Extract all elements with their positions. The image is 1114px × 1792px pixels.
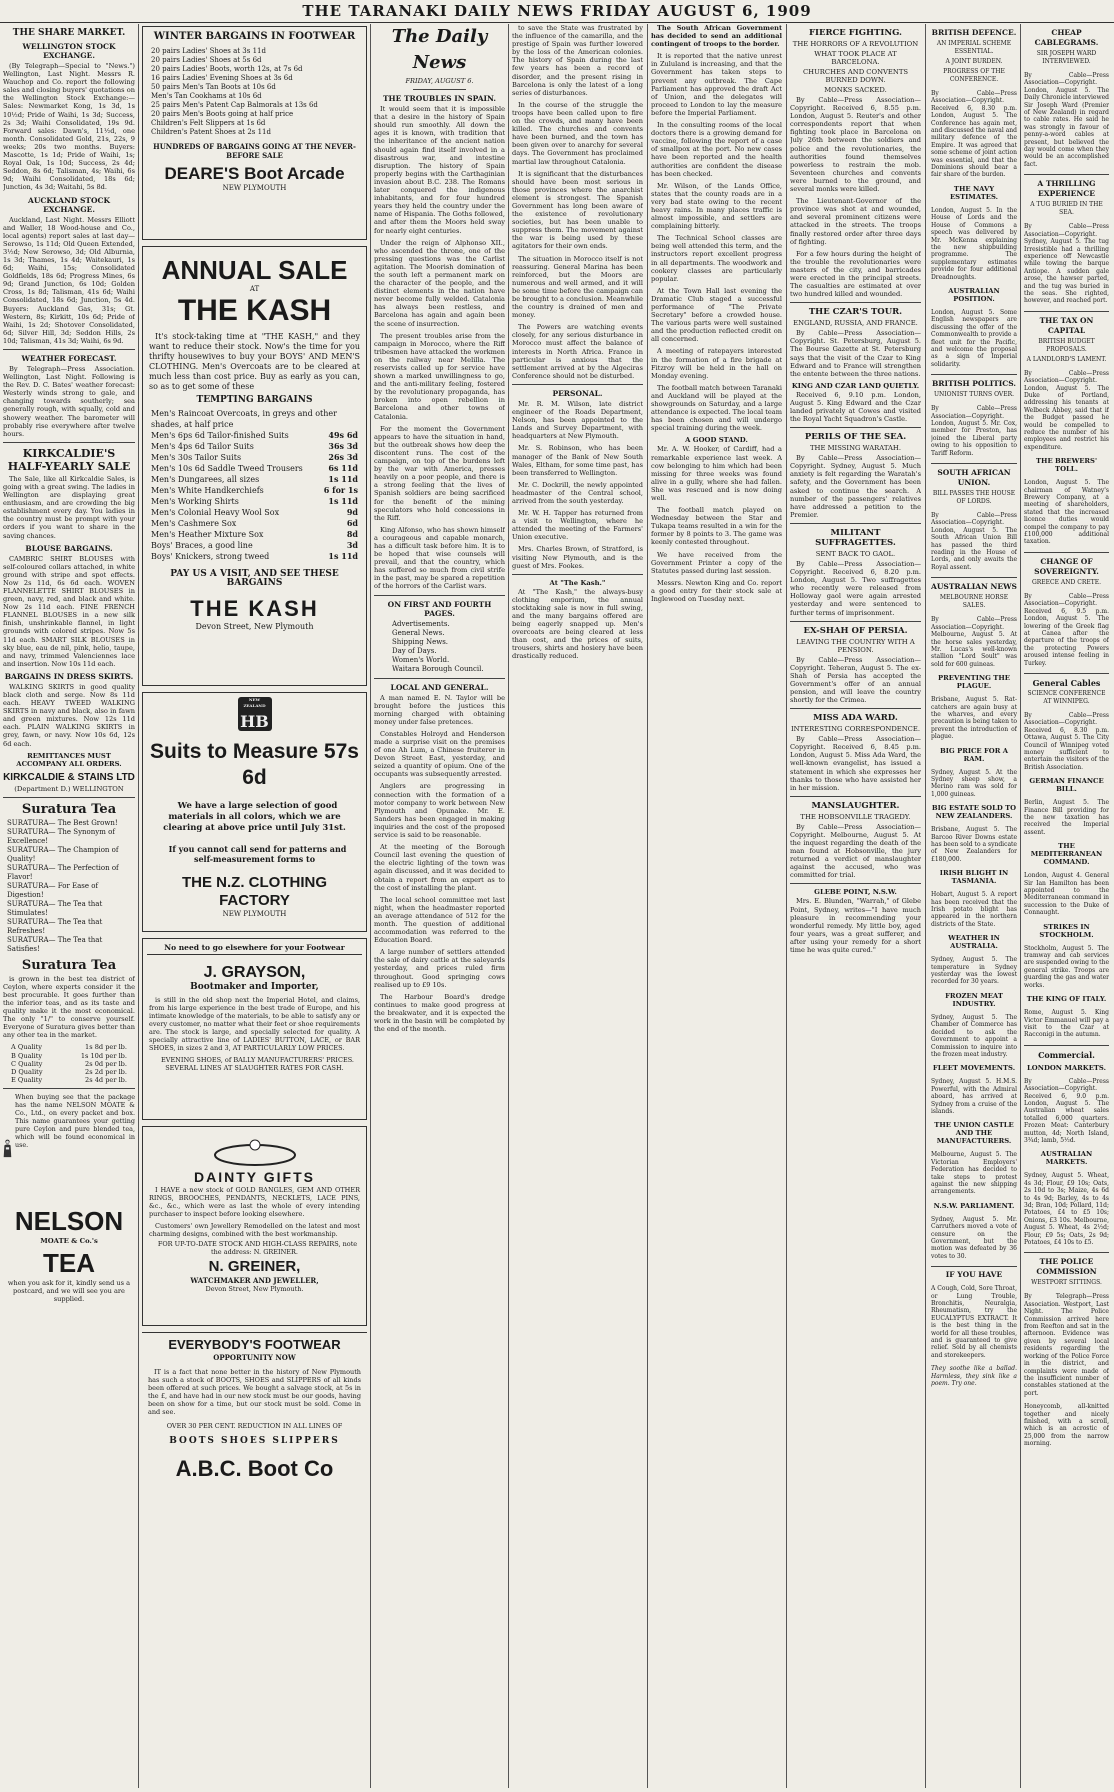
british-politics-text: By Cable—Press Association—Copyright. London, August 5. Mr. Cox, member for Preston, has joined the Liberal party owing to his opposition to Tariff Reform.: [931, 405, 1017, 457]
editorial-paragraph: It would seem that it is impossible that a desire in the history of Spain should run smoothly. All down the ages it is known, with tradition that the inheritance of the ancient nation should again find itself involved in a disastrous war, and intestine disruption. The history of Spain properly begins with the Carthaginian invasion about B.C. 238. The Romans later conquered the indigenous inhabitants, and for four hundred years they held the country under the name of Hispania. The Goths followed, and after them the Moors held sway for nearly eight centuries.: [374, 105, 505, 235]
spain-paragraph: In the course of the struggle the troops have been called upon to fire on the crowds, and many have been killed. The churches and convents have been burned, and the town has been given over to anarchy for several days. The Government has proclaimed martial law throughout Catalonia.: [512, 100, 643, 166]
spain-paragraph: The Powers are watching events closely, for any serious disturbance in Morocco must affect the balance of interests in North Africa. France in particular is anxious that the settlement arrived at by the Algeciras Conference should not be disturbed.: [512, 323, 643, 380]
remittance-note: REMITTANCES MUST ACCOMPANY ALL ORDERS.: [16, 751, 122, 768]
winter-bargains-ad: [142, 26, 367, 240]
plague-heading: PREVENTING THE PLAGUE.: [938, 674, 1010, 691]
ram-text: Sydney, August 5. At the Sydney sheep show, a Merino ram was sold for 1,000 guineas.: [931, 768, 1017, 798]
winter-bargains-heading: WINTER BARGAINS IN FOOTWEAR: [153, 31, 356, 42]
grayson-name: J. GRAYSON,: [203, 964, 306, 981]
advert-footer: They soothe like a ballad. Harmless, they sink like a poem. Try one.: [931, 1365, 1017, 1388]
news-paragraph: A meeting of ratepayers interested in the formation of a fire brigade at Fitzroy will be held in the hall on Monday evening.: [651, 347, 782, 380]
kash-item-row: Men's 4ps 6d Tailor Suits 36s 3d: [151, 441, 358, 451]
fleet-text: Sydney, August 5. H.M.S. Powerful, with the Admiral aboard, has arrived at Sydney from a cruise of the islands.: [931, 1078, 1017, 1115]
thrilling-text: By Cable—Press Association—Copyright. Sydney, August 5. The tug Irresistible had a thrilling experience off Newcastle while towing the barque Antiope. A sudden gale arose, the hawser parted, and the tug was buried in the seas. She righted, however, and reached port.: [1024, 223, 1109, 305]
everybody-heading: EVERYBODY'S FOOTWEAR: [168, 1337, 341, 1352]
british-defence-text: By Cable—Press Association—Copyright. Received 6, 8.30 p.m. London, August 5. The Conference has again met, and discussed the naval and military defence of the Empire. It was agreed that some scheme of joint action was essential, and that the Dominions should bear a fair share of the burden.: [931, 90, 1017, 179]
kash-item-row: Men's 30s Tailor Suits 26s 3d: [151, 452, 358, 462]
fleet-heading: FLEET MOVEMENTS.: [932, 1064, 1016, 1073]
nelson-tea: TEA: [43, 1247, 95, 1278]
nelson-tea-ad: [3, 1093, 135, 1203]
subheading: MELBOURNE HORSE SALES.: [939, 594, 1009, 610]
kirkcaldie-heading: KIRKCALDIE'S HALF-YEARLY SALE: [7, 446, 131, 473]
price-row: B Quality 1s 10d per lb.: [11, 1051, 127, 1060]
nelson-tea-text: When buying see that the package has the name NELSON MOATE & Co., Ltd., on every packet and box. This name guarantees your getting pure Ceylon and pure blended tea, which will be found economical in use.: [14, 1092, 135, 1150]
dainty-gifts-repair: FOR UP-TO-DATE STOCK AND HIGH-CLASS REPAIRS, note the address: N. GREINER.: [157, 1240, 358, 1256]
subheading: GREECE AND CRETE.: [1031, 578, 1102, 586]
general-cables-heading: General Cables: [1032, 677, 1101, 688]
column-1: [3, 24, 135, 1788]
subheading: ENGLAND, RUSSIA, AND FRANCE.: [793, 319, 918, 328]
suratura-heading: Suratura Tea: [21, 801, 117, 817]
woman-illustration-icon: [3, 1093, 12, 1203]
german-finance-heading: GERMAN FINANCE BILL.: [1029, 777, 1104, 794]
subheading: CHURCHES AND CONVENTS BURNED DOWN.: [802, 68, 909, 84]
wellington-exchange-text: (By Telegraph—Special to "News.") Wellington, Last Night. Messrs R. Wauchop and Co. report the following sales and closing buyers' quotations on the Wellington Stock Exchange:—Sales: Newmarket Kong, 1s 3d, 1s 10½d; Pride of Waihi, 1s 3d; Success, 2s 3d; Waihi Consolidated, 19s 9d. Forward sales: Dawn's, 11½d, one month. Consolidated Gold, 21s, 22s, 9 weeks; 20s two months. Buyers: Mascotte, 1s 1d; Pride of Waihi, 1s; Royal Oak, 1s 10d; Success, 2s 4d; Seddon, 8s 6d; Talisman, 4s; Waihi, 6s 9d; Waihi Consolidated, 18s 6d; Junction, 4s 3d; Waitahi, 5s 8d.: [3, 62, 135, 192]
nsw-parliament-heading: N.S.W. PARLIAMENT.: [933, 1201, 1015, 1210]
news-paragraph: Mr. Wilson, of the Lands Office, states that the county roads are in a very bad state owing to the recent heavy rains. In many places traffic is almost impossible, and settlers are complaining bitterly.: [651, 181, 782, 231]
price-row: E Quality 2s 4d per lb.: [11, 1075, 127, 1084]
sovereignty-text: By Cable—Press Association—Copyright. Received 6, 9.5 p.m. London, August 5. The lowering of the Greek flag at Canea after the departure of the troops of the protecting Powers aroused intense feeling in Turkey.: [1024, 592, 1109, 667]
kash-visit: PAY US A VISIT, AND SEE THESE BARGAINS: [170, 569, 339, 588]
editorial-heading: THE TROUBLES IN SPAIN.: [382, 94, 497, 104]
list-item: 50 pairs Men's Tan Boots at 10s 6d: [151, 83, 276, 91]
list-item: 16 pairs Ladies' Evening Shoes at 3s 6d: [151, 74, 293, 82]
grayson-text: is still in the old shop next the Imperial Hotel, and claims, from his large experience in the best trade of Europe, and his intimate knowledge of the materials, to be able to satisfy any or every customer, no matter what their feet or shoe requirements are. The stock is large, and specially selected for quality. A specially attractive line of LADIES' BUTTON, LACE, or BAR SHOES, in sizes 2 and 3, AT PARTICULARLY LOW PRICES.: [149, 996, 360, 1052]
greiner-address: Devon Street, New Plymouth.: [205, 1285, 304, 1293]
suits-ad: [142, 692, 367, 932]
dainty-gifts-heading: DAINTY GIFTS: [194, 1169, 315, 1185]
news-paragraph: The football match between Taranaki and Auckland will be played at the showgrounds on Saturday, and a large attendance is expected. The local team has been chosen and will undergo special training during the week.: [651, 383, 782, 433]
everybody-lines: BOOTS SHOES SLIPPERS: [169, 1436, 340, 1446]
share-market-heading: THE SHARE MARKET.: [12, 28, 126, 38]
ada-ward-heading: MISS ADA WARD.: [813, 713, 898, 724]
list-item: SURATURA— The Best Grown!: [7, 818, 118, 827]
tax-capital-text: By Cable—Press Association—Copyright. London, August 5. The Duke of Portland, addressing his tenants at Welbeck Abbey, said that if the Budget passed he would be compelled to reduce the number of his employees and restrict his expenditure.: [1024, 369, 1109, 451]
weather-australia-text: Sydney, August 5. The temperature in Sydney yesterday was the lowest recorded for 30 years.: [931, 956, 1017, 986]
king-czar-text: Received 6, 9.10 p.m. London, August 5. King Edward and the Czar landed privately at Cowes and visited the Royal Yacht Squadron's Castle.: [790, 390, 921, 424]
columns-7-8-wrap: [929, 24, 1111, 1788]
tax-capital-heading: THE TAX ON CAPITAL: [1039, 315, 1094, 335]
list-item: Shipping News.: [392, 637, 449, 646]
greiner-name: N. GREINER,: [208, 1258, 301, 1275]
estate-heading: BIG ESTATE SOLD TO NEW ZEALANDERS.: [931, 804, 1017, 821]
police-commission-heading: THE POLICE COMMISSION: [1036, 1257, 1097, 1277]
union-castle-text: Melbourne, August 5. The Victorian Employers' Federation has decided to take steps to protest against the new shipping arrangements.: [931, 1151, 1017, 1196]
australian-news-text: By Cable—Press Association—Copyright. Melbourne, August 5. At the horse sales yesterday, Mr. Lucas's well-known stallion "Lord Soult" was sold for 600 guineas.: [931, 616, 1017, 668]
news-paragraph: In the consulting rooms of the local doctors there is a growing demand for vaccine, following the report of a case of smallpox at the port. No new cases have been reported and the health authorities are confident the disease has been checked.: [651, 121, 782, 178]
kash-name: THE KASH: [177, 294, 332, 327]
brewers-heading: THE BREWERS' TOLL.: [1035, 457, 1098, 474]
column-6: [790, 24, 921, 1788]
skirt-text: WALKING SKIRTS in good quality black cloth and serge. Now 8s 11d each. HEAVY TWEED WALKING SKIRTS in navy and black, also in fawn and green mixtures. Now 12s 11d each. PLAIN WALKING SKIRTS in grey, fawn, or navy. Now 10s 6d, 12s 6d each.: [3, 682, 135, 748]
london-markets-text: By Cable—Press Association—Copyright. Received 6, 9.0 p.m. London, August 5. The Australian wheat sales totalled 6,000 quarters. Frozen Meat: Canterbury mutton, 4d; North Island, 3¾d; lamb, 5½d.: [1024, 1077, 1109, 1144]
nz-factory-town: NEW PLYMOUTH: [222, 910, 287, 918]
subheading: WHAT TOOK PLACE AT BARCELONA.: [814, 50, 897, 66]
subheading: BRITISH BUDGET PROPOSALS.: [1038, 337, 1095, 353]
list-item: 20 pairs Ladies' Shoes at 5s 6d: [151, 56, 262, 64]
auckland-exchange-text: Auckland, Last Night. Messrs Elliott and Waller, 18 Wood-house and Co., local agents) report sales at last day—Serowso, 1s 11d; Old Queen Extended, 3½d; New Serowso, 3d; Old Alburnia, 1s 3d; Thames, 1s 4d; Waitekauri, 1s 6d; Waihi, 15s; Consolidated Goldfields, 18s 6d; Progress Mines, 6s 9d; Grand Junction, 6s 10d; Golden Cross, 1s 8d; Talisman, 41s 6d; Waihi Consolidated, 18s 6d; Junction, 5s 4d. Buyers: Auckland Gas, 31s; Gt. Western, 8s; Kirkitt, 10s 6d; Pride of Waihi, 1s 2d; Shotover Consolidated, 6d; Silver Hill, 3d; Seddon Hills, 2s 10d; Talisman, 41s 3d; Waihi, 6s 9d.: [3, 215, 135, 345]
king-italy-text: Rome, August 5. King Victor Emmanuel will pay a visit to the Czar at Racconigi in the autumn.: [1024, 1009, 1109, 1039]
deare-town: NEW PLYMOUTH: [222, 184, 287, 192]
personal-paragraph: Mr. S. Robinson, who has been manager of the Bank of New South Wales, Eltham, for some time past, has been transferred to Wellington.: [512, 444, 643, 477]
news-paragraph: Messrs. Newton King and Co. report a good entry for their stock sale at Inglewood on Tuesday next.: [651, 578, 782, 603]
list-item: General News.: [392, 628, 445, 637]
australian-position-heading: AUSTRALIAN POSITION.: [948, 286, 1000, 303]
good-stand-heading: A GOOD STAND.: [685, 436, 748, 445]
list-item: SURATURA— The Perfection of Flavor!: [7, 863, 119, 881]
list-item: Women's World.: [392, 655, 450, 664]
subheading: SIR JOSEPH WARD INTERVIEWED.: [1036, 50, 1097, 65]
mediterranean-heading: THE MEDITERRANEAN COMMAND.: [1030, 842, 1103, 867]
subheading: A TUG BURIED IN THE SEA.: [1030, 201, 1103, 217]
kirkcaldie-signature: KIRKCALDIE & STAINS LTD: [3, 771, 135, 783]
advert-heading: IF YOU HAVE: [945, 1270, 1003, 1280]
kash-item-row: Boys' Knickers, strong tweed 1s 11d: [151, 551, 358, 561]
german-finance-text: Berlin, August 5. The Finance Bill providing for the new taxation has received the Imperial assent.: [1024, 799, 1109, 836]
subheading: WESTPORT SITTINGS.: [1031, 1279, 1102, 1287]
local-paragraph: Constables Holroyd and Henderson made a surprise visit on the premises of one Ah Lum, a Chinese fruiterer in Devon Street East, yesterday, and seized a quantity of opium. One of the occupants was subsequently arrested.: [374, 729, 505, 779]
skirt-heading: BARGAINS IN DRESS SKIRTS.: [4, 671, 134, 681]
editorial-paragraph: The present troubles arise from the campaign in Morocco, where the Riff tribesmen have attacked the workmen on the railway near Melilla. The reservists called up for service have shown a marked unwillingness to go, and the anti-military feeling, fostered by the revolutionary propaganda, has broken into open rebellion in Barcelona and other towns of Catalonia.: [374, 331, 505, 421]
kash-item-row: Boys' Braces, a good line 3d: [151, 540, 358, 550]
suratura-heading-2: Suratura Tea: [21, 957, 117, 973]
kash-item-row: Men's 6ps 6d Tailor-finished Suits 49s 6d: [151, 430, 358, 440]
south-africa-heading: The South African Government has decided to send an additional contingent of troops to the border.: [651, 24, 782, 49]
australian-news-heading: AUSTRALIAN NEWS: [931, 582, 1017, 592]
list-item: SURATURA— For Ease of Digestion!: [7, 881, 99, 899]
column-2: [142, 24, 367, 1788]
blouse-heading: BLOUSE BARGAINS.: [25, 543, 113, 553]
local-paragraph: At the meeting of the Borough Council last evening the question of the electric lighting of the town was again discussed, and it was decided to obtain a report from an expert as to the cost of installing the plant.: [374, 843, 505, 892]
kash-intro: It's stock-taking time at "THE KASH," and they want to reduce their stock. Now's the time for you thrifty housewives to buy your BOYS' AND MEN'S CLOTHING. Men's Overcoats are to be cleared at much less than cost price. Buy as early as you can, so as to get some of these: [149, 332, 360, 391]
price-row: D Quality 2s 2d per lb.: [11, 1067, 127, 1076]
list-item: Children's Patent Shoes at 2s 11d: [151, 128, 271, 136]
column-7-content: [931, 24, 1017, 1788]
editorial-paragraph: For the moment the Government appears to have the situation in hand, but the outbreak shows how deep the discontent runs. The cost of the campaign, on top of the burdens left by the war with America, presses heavily on a poor people, and there is a strong feeling that the lives of Spanish soldiers are being sacrificed for the benefit of the mining speculators who hold concessions in the Riff.: [374, 424, 505, 522]
personal-paragraph: Mr. C. Dockrill, the newly appointed headmaster of the Central school, arrived from the south yesterday.: [512, 480, 643, 505]
australian-position-text: London, August 5. Some English newspapers are discussing the offer of the Commonwealth to provide a fleet unit for the Pacific, and welcome the proposal as a sign of Imperial solidarity.: [931, 308, 1017, 368]
subheading: A JOINT BURDEN.: [945, 58, 1003, 65]
nelson-brand: NELSON: [14, 1205, 124, 1236]
deare-name: DEARE'S Boot Arcade: [164, 164, 345, 183]
list-item: Day of Days.: [392, 646, 437, 655]
sovereignty-heading: CHANGE OF SOVEREIGNTY.: [1034, 556, 1099, 576]
weather-australia-heading: WEATHER IN AUSTRALIA.: [948, 934, 1000, 951]
kash-annual-sale: ANNUAL SALE: [161, 255, 348, 285]
local-paragraph: The local school committee met last night, when the headmaster reported an average attendance of 512 for the month. The question of additional accommodation was referred to the Education Board.: [374, 895, 505, 945]
grayson-ad: [142, 938, 367, 1120]
pages-heading: ON FIRST AND FOURTH PAGES.: [387, 599, 492, 618]
subheading: SCIENCE CONFERENCE AT WINNIPEG.: [1027, 689, 1106, 705]
list-item: Children's Felt Slippers at 1s 6d: [151, 119, 266, 127]
brewers-text: London, August 5. The chairman of Watney's Brewery Company, at a meeting of shareholders, stated that the increased licence duties would compel the company to pay £100,000 additional taxation.: [1024, 479, 1109, 546]
british-politics-heading: BRITISH POLITICS.: [931, 379, 1017, 389]
advert-text: A Cough, Cold, Sore Throat, or Lung Trouble, Bronchitis, Neuralgia, Rheumatism, try the EUCALYPTUS EXTRACT. It is the best thing in the world for all these troubles, and is guaranteed to give relief. Sold by all chemists and storekeepers.: [931, 1285, 1017, 1359]
winter-bargains-footer: HUNDREDS OF BARGAINS GOING AT THE NEVER-BEFORE SALE: [153, 142, 356, 160]
news-paragraph: The football match played on Wednesday between the Star and Tukapa teams resulted in a win for the former by 8 points to 3. The game was keenly contested throughout.: [651, 506, 782, 547]
subheading: SENT BACK TO GAOL.: [815, 549, 896, 558]
strikes-heading: STRIKES IN STOCKHOLM.: [1039, 922, 1094, 939]
king-italy-heading: THE KING OF ITALY.: [1026, 995, 1107, 1004]
subheading: THE HORRORS OF A REVOLUTION: [792, 40, 919, 48]
kash-item-row: Men's 10s 6d Saddle Tweed Trousers 6s 11d: [151, 463, 358, 473]
glebe-text: Mrs. E. Blunden, "Warrah," of Glebe Point, Sydney, writes—"I have much pleasure in recommending your wonderful remedy. My little boy, aged four years, was a great sufferer, and after using your remedy for a short time he was quite cured.": [790, 897, 921, 955]
list-item: SURATURA— The Tea that Refreshes!: [7, 917, 103, 935]
column-5: [651, 24, 782, 1788]
frozen-meat-heading: FROZEN MEAT INDUSTRY.: [945, 991, 1003, 1008]
police-commission-text: By Telegraph—Press Association. Westport, Last Night. The Police Commission arrived here from Reefton and sat in the afternoon. Evidence was given by several local residents regarding the working of the Police Force in the district, and complaints were made of the insufficient number of constables stationed at the port.: [1024, 1293, 1109, 1397]
british-defence-heading: BRITISH DEFENCE.: [931, 28, 1017, 37]
local-paragraph: The Harbour Board's dredge continues to make good progress at the breakwater, and it is expected the work in the basin will be completed by the end of the month.: [374, 992, 505, 1034]
editorial-paragraph: Under the reign of Alphonso XII., who ascended the throne, one of the pressing questions was the Carlist agitation. The Moorish domination of the south left a permanent mark on the character of the people, and the distinct elements in the nation have never become fully welded. Catalonia has always been restless, and Barcelona has again and again been the scene of insurrection.: [374, 238, 505, 328]
ada-ward-text: By Cable—Press Association—Copyright. Received 6, 8.45 p.m. London, August 5. Miss Ada Ward, the well-known evangelist, has issued a statement in which she expresses her thanks to those who have assisted her in her mission.: [790, 735, 921, 792]
subheading: THE MISSING WARATAH.: [809, 444, 901, 453]
editorial-paragraph: King Alfonso, who has shown himself a courageous and capable monarch, has a difficult task before him. It is to be hoped that wise counsels will prevail, and that the country, which has suffered so much from civil strife in the past, may be spared a repetition of the horrors of the Carlist wars.: [374, 525, 505, 591]
subheading: BILL PASSES THE HOUSE OF LORDS.: [932, 490, 1016, 506]
suits-heading: Suits to Measure 57s 6d: [150, 740, 359, 789]
list-item: 20 pairs Ladies' Boots, worth 12s, at 7s 6d: [151, 65, 303, 73]
personal-heading: PERSONAL.: [552, 388, 603, 398]
column-8-content: [1024, 24, 1109, 1788]
ram-heading: BIG PRICE FOR A RAM.: [939, 746, 1009, 763]
suffragettes-text: By Cable—Press Association—Copyright. Received 6, 8.20 p.m. London, August 5. Two suffragettes who recently were released from Holloway gaol were again arrested yesterday and were sentenced to further terms of imprisonment.: [790, 559, 921, 617]
column-4: [512, 24, 643, 1788]
kash-name-footer: THE KASH: [190, 596, 319, 621]
kash-item-row: Men's Dungarees, all sizes 1s 11d: [151, 474, 358, 484]
list-item: Waitara Borough Council.: [392, 664, 484, 673]
kash-address: Devon Street, New Plymouth: [195, 622, 314, 631]
kash-items: [147, 408, 362, 562]
good-stand-text: Mr. A. W. Hooker, of Cardiff, had a remarkable experience last week. A cow belonging to him which had been missing for three weeks was found alive in a gully, where she had fallen. She was rescued and is now doing well.: [651, 445, 782, 502]
czar-tour-heading: THE CZAR'S TOUR.: [808, 307, 903, 318]
grayson-trade: Bootmaker and Importer,: [190, 982, 319, 992]
suratura-text: is grown in the best tea district of Ceylon, where experts consider it the best procurable. It goes further than the inferior teas, and as its taste and quality make it the most economical. The only "1/" to conserve yourself. Everyone of Suratura gives better than any other tea in the market.: [3, 974, 135, 1040]
everybody-sub: OPPORTUNITY NOW: [213, 1353, 296, 1362]
australian-markets-text: Sydney, August 5. Wheat, 4s 3d; Flour, £9 10s; Oats, 2s 10d to 3s; Maize, 4s 6d to 4s 9d; Barley, 4s to 4s 3d; Bran, 10d; Pollard, 11d; Potatoes, £4 to £5 10s; Onions, £3 10s. Melbourne, August 5. Wheat, 4s 2½d; Flour, £9 5s; Oats, 2s 9d; Potatoes, £4 10s to £5.: [1024, 1172, 1109, 1247]
everybody-text: IT is a fact that none better in the history of New Plymouth has such a stock of BOOTS, SHOES and SLIPPERS of all kinds been offered at such prices. We bought a salvage stock, at 5s in the £, and have had in our new stock must be our goods, having been on show for a time, but our stock must be sold. Come in and see.: [148, 1368, 361, 1416]
daily-news-title: The Daily News: [391, 26, 488, 73]
perils-text: By Cable—Press Association—Copyright. Sydney, August 5. Much anxiety is felt regarding the Waratah's safety, and the Government has been asked to continue the search. A number of the passengers' relatives have addressed a petition to the Premier.: [790, 454, 921, 519]
fierce-fighting-paragraph: The Lieutenant-Governor of the province was shot at and wounded, and several prominent citizens were attacked in the streets. The troops finally restored order after three days of fighting.: [790, 197, 921, 246]
nelson-footer: when you ask for it, kindly send us a postcard, and we will see you are supplied.: [7, 1278, 131, 1304]
fierce-fighting-text: By Cable—Press Association—Copyright. Received 6, 8.55 p.m. London, August 5. Reuter's and other correspondents report that when fighting took place in Barcelona on July 26th between the soldiers and police and the revolutionaries, the authorities found themselves powerless to restrain the mob. Seventeen churches and convents were burned to the ground, and several monks were killed.: [790, 96, 921, 194]
list-item: 20 pairs Ladies' Shoes at 3s 11d: [151, 47, 266, 55]
list-item: SURATURA— The Tea that Satisfies!: [7, 935, 103, 953]
dainty-gifts-text: I HAVE a new stock of GOLD BANGLES, GEM AND OTHER RINGS, BROOCHES, PENDANTS, NECKLETS, LACE PINS, &c., &c., which were as last the whole of every intending purchaser to inspect before looking elsewhere.: [149, 1186, 360, 1218]
suits-text: We have a large selection of good materials in all colors, which we are clearing at above price until July 31st.: [163, 801, 346, 833]
news-paragraph: We have received from the Government Printer a copy of the Statutes passed during last session.: [651, 550, 782, 575]
grayson-footer: EVENING SHOES, of BALLY MANUFACTURERS' PRICES. SEVERAL LINES AT SLAUGHTER RATES FOR CASH.: [161, 1056, 354, 1072]
subheading: PROGRESS OF THE CONFERENCE.: [943, 68, 1005, 83]
suratura-prices: [3, 1043, 135, 1083]
fierce-fighting-paragraph: For a few hours during the height of the trouble the revolutionaries were masters of the city, and barricades were erected in the principal streets. The casualties are estimated at over two hundred killed and wounded.: [790, 249, 921, 299]
subheading: MONKS SACKED.: [824, 86, 887, 94]
perils-heading: PERILS OF THE SEA.: [804, 432, 907, 443]
list-item: Advertisements.: [392, 619, 450, 628]
estate-text: Brisbane, August 5. The Barcoo River Downs estate has been sold to a syndicate of New Zealanders for £180,000.: [931, 826, 1017, 863]
cablegrams-text: By Cable—Press Association—Copyright. London, August 5. The Daily Chronicle interviewed Sir Joseph Ward (Premier of New Zealand) in regard to cable rates. He said he was strongly in favour of penny-a-word cables at present, but believed the day would come when they would be an accomplished fact.: [1024, 72, 1109, 168]
kash-item-row: Men's Raincoat Overcoats, in greys and other shades, at half price: [151, 409, 337, 429]
blouse-text: CAMBRIC SHIRT BLOUSES with self-coloured collars attached, in white ground with stripe and spot effects. Now 2s 11d, 6s 6d each. WOVEN FLANNELETTE SHIRT BLOUSES in green, navy, red, and black and white. Now 2s 11d each. FINE FRENCH FLANNEL BLOUSES in a new silk finish, unshrinkable flannel, in light grounds with colored stripes. Now 5s 11d each. SMART SILK BLOUSES in sky blue, eau de nil, pink, helio, taupe, and navy, trimmed Valenciennes lace and insertion. Now 10s 11d each.: [3, 554, 135, 668]
wellington-exchange-heading: WELLINGTON STOCK EXCHANGE.: [22, 42, 116, 60]
navy-estimates-text: London, August 5. In the House of Lords and the House of Commons a speech was delivered by Mr. McKenna explaining the new shipbuilding programme. The supplementary estimates provide for four additional Dreadnoughts.: [931, 206, 1017, 281]
london-markets-heading: LONDON MARKETS.: [1027, 1063, 1106, 1072]
ring-illustration-icon: [195, 1135, 315, 1169]
personal-paragraph: Mr. R. M. Wilson, late district engineer of the Roads Department, Nelson, has been appointed to the Lands and Survey Department, with headquarters at New Plymouth.: [512, 399, 643, 441]
fierce-fighting-heading: FIERCE FIGHTING.: [808, 28, 903, 38]
masthead: THE TARANAKI DAILY NEWS FRIDAY AUGUST 6, 1909: [0, 0, 1114, 23]
hb-logo-icon: NEW ZEALAND HB: [238, 697, 272, 731]
manslaughter-text: By Cable—Press Association—Copyright. Melbourne, August 5. At the inquest regarding the death of the man found at Hobsonville, the jury returned a verdict of manslaughter against the accused, who was committed for trial.: [790, 822, 921, 880]
commercial-heading: Commercial.: [1038, 1049, 1095, 1060]
shah-heading: EX-SHAH OF PERSIA.: [803, 625, 908, 636]
union-castle-heading: THE UNION CASTLE AND THE MANUFACTURERS.: [934, 1121, 1014, 1146]
irish-blight-text: Hobart, August 5. A report has been received that the Irish potato blight has appeared in the northern districts of the State.: [931, 891, 1017, 928]
nsw-parliament-text: Sydney, August 5. Mr. Carruthers moved a vote of censure on the Government, but the motion was defeated by 36 votes to 30.: [931, 1215, 1017, 1260]
south-africa-text: It is reported that the native unrest in Zululand is increasing, and that the Government has taken steps to prevent any outbreak. The Cape Parliament has approved the draft Act of Union, and the delegates will proceed to London to lay the measure before the Imperial Parliament.: [651, 52, 782, 117]
subheading: AN IMPERIAL SCHEME ESSENTIAL.: [936, 40, 1012, 55]
kash-at: AT: [249, 285, 260, 293]
thrilling-heading: A THRILLING EXPERIENCE: [1037, 179, 1096, 199]
kash-item-row: Men's Heather Mixture Sox 8d: [151, 529, 358, 539]
local-paragraph: Anglers are progressing in connection with the formation of a motor company to work between New Plymouth and Opunake. Mr. E. Sanders has been engaged in making inquiries and the cost of the proposed service is said to be reasonable.: [374, 782, 505, 840]
list-item: 25 pairs Men's Patent Cap Balmorals at 13s 6d: [151, 101, 318, 109]
list-item: Men's Tan Cookhams at 10s 6d: [151, 92, 262, 100]
kash-item-row: Men's Cashmere Sox 6d: [151, 518, 358, 528]
dainty-gifts-ad: [142, 1126, 367, 1326]
personal-paragraph: Mrs. Charles Brown, of Stratford, is visiting New Plymouth, and is the guest of Mrs. Fookes.: [512, 545, 643, 570]
frozen-meat-text: Sydney, August 5. The Chamber of Commerce has decided to ask the Government to appoint a Commission to inquire into the frozen meat industry.: [931, 1013, 1017, 1058]
general-cables-text: By Cable—Press Association—Copyright. Received 6, 8.30 p.m. Ottawa, August 5. The City Council of Winnipeg voted money sufficient to entertain the visitors of the British Association.: [1024, 711, 1109, 771]
nelson-sub: MOATE & Co.'s: [40, 1236, 98, 1245]
grayson-tagline: No need to go elsewhere for your Footwear: [147, 943, 362, 955]
personal-paragraph: Mr. W. H. Tapper has returned from a visit to Wellington, where he attended the meeting of the Farmers' Union executive.: [512, 509, 643, 542]
suits-post: If you cannot call send for patterns and self-measurement forms to: [168, 844, 347, 864]
dainty-gifts-text-2: Customers' own Jewellery Remodelled on the latest and most charming designs, combined with the best workmanship.: [149, 1222, 360, 1238]
list-item: SURATURA— The Tea that Stimulates!: [7, 899, 103, 917]
suffragettes-heading: MILITANT SUFFRAGETTES.: [815, 527, 896, 548]
everybody-reduction: OVER 30 PER CENT. REDUCTION IN ALL LINES OF: [166, 1422, 343, 1430]
column-3: [374, 24, 505, 1788]
czar-tour-text: By Cable—Press Association—Copyright. St. Petersburg, August 5. The Bourse Gazette at St. Petersburg says that the visit of the Czar to King Edward and to France will strengthen the entente between the three nations.: [790, 329, 921, 378]
closing-text: Honeycomb, all-knitted together and nicely finished, with a scroll, which is an acrostic of 25,000 from the narrow morning.: [1024, 1403, 1109, 1448]
nz-clothing-factory: THE N.Z. CLOTHING FACTORY: [182, 874, 327, 909]
shah-text: By Cable—Press Association—Copyright. Teheran, August 5. The ex-Shah of Persia has accepted the Government's offer of an annual pension, and will leave the country shortly for the Crimea.: [790, 655, 921, 705]
kash-item-row: Men's Colonial Heavy Wool Sox 9d: [151, 507, 358, 517]
subheading: LEAVING THE COUNTRY WITH A PENSION.: [796, 637, 915, 654]
plague-text: Brisbane, August 5. Rat-catchers are again busy at the wharves, and every precaution is being taken to prevent the introduction of plague.: [931, 696, 1017, 741]
kash-notice-text: At "The Kash," the always-busy clothing emporium, the annual stocktaking sale is now in full swing, and the many bargains offered are being eagerly snapped up. Men's overcoats are being cleared at less than cost, and the prices of suits, trousers, shirts and hosiery have been drastically reduced.: [512, 587, 643, 661]
auckland-exchange-heading: AUCKLAND STOCK EXCHANGE.: [28, 195, 110, 214]
subheading: A LANDLORD'S LAMENT.: [1026, 355, 1107, 363]
suratura-list: [3, 819, 135, 954]
list-item: SURATURA— The Synonym of Excellence!: [7, 827, 115, 845]
weather-text: By Telegraph—Press Association. Wellington, Last Night. Following is the Rev. D. C. Bates' weather forecast: Westerly winds strong to gale, and changing towards southerly; sea generally rough, with squally, cold and showery weather. The barometer will probably rise everywhere after twelve hours.: [3, 365, 135, 438]
mediterranean-text: London, August 4. General Sir Ian Hamilton has been appointed to the Mediterranean command in succession to the Duke of Connaught.: [1024, 872, 1109, 917]
south-african-union-heading: SOUTH AFRICAN UNION.: [937, 468, 1011, 488]
navy-estimates-heading: THE NAVY ESTIMATES.: [949, 184, 999, 201]
cablegrams-heading: CHEAP CABLEGRAMS.: [1034, 28, 1099, 47]
subheading: UNIONIST TURNS OVER.: [933, 391, 1015, 399]
kash-sale-ad: [142, 246, 367, 686]
list-item: 20 pairs Men's Boots going at half price: [151, 110, 294, 118]
glebe-heading: GLEBE POINT, N.S.W.: [814, 888, 897, 897]
australian-markets-heading: AUSTRALIAN MARKETS.: [1040, 1150, 1093, 1167]
list-item: SURATURA— The Champion of Quality!: [7, 845, 119, 863]
kash-notice-heading: At "The Kash.": [549, 578, 606, 587]
everybody-footwear-ad: [142, 1332, 367, 1522]
subheading: INTERESTING CORRESPONDENCE.: [790, 725, 921, 734]
subheading: THE HOBSONVILLE TRAGEDY.: [800, 812, 911, 821]
kash-item-row: Men's Working Shirts 1s 11d: [151, 496, 358, 506]
local-general-heading: LOCAL AND GENERAL.: [390, 682, 489, 692]
news-paragraph: At the Town Hall last evening the Dramatic Club staged a successful performance of "The Private Secretary" before a crowded house. The various parts were well sustained and the production reflected credit on all concerned.: [651, 286, 782, 344]
editorial-date: FRIDAY, AUGUST 6.: [405, 77, 474, 85]
spain-continued: to save the State was frustrated by the influence of the camarilla, and the prestige of Spain was further lowered by the loss of the American colonies. The history of Spain during the last few years has been a record of disorder, and the present rising in Barcelona is only the latest of a long series of disturbances.: [512, 24, 643, 97]
weather-heading: WEATHER FORECAST.: [21, 354, 117, 363]
king-czar-heading: KING AND CZAR LAND QUIETLY.: [791, 381, 920, 390]
south-african-union-text: By Cable—Press Association—Copyright. London, August 5. The South African Union Bill has passed the third reading in the House of Lords, and only awaits the Royal assent.: [931, 512, 1017, 571]
spain-paragraph: The situation in Morocco itself is not reassuring. General Marina has been reinforced, but the Moors are numerous and well armed, and it will be some time before the campaign can be brought to a conclusion. Meanwhile the country is drained of men and money.: [512, 254, 643, 320]
news-paragraph: The Technical School classes are being well attended this term, and the instructors report excellent progress in all departments. The woodwork and cookery classes are particularly popular.: [651, 234, 782, 283]
irish-blight-heading: IRISH BLIGHT IN TASMANIA.: [939, 869, 1009, 886]
strikes-text: Stockholm, August 5. The tramway and cab services are suspended owing to the general strike. Troops are guarding the gas and water works.: [1024, 944, 1109, 989]
kash-item-row: Men's White Handkerchiefs 6 for 1s: [151, 485, 358, 495]
local-paragraph: A man named E. N. Taylor will be brought before the justices this morning charged with obtaining money under false pretences.: [374, 693, 505, 726]
spain-paragraph: It is significant that the disturbances should have been most serious in those provinces where the anarchist element is strongest. The Spanish Government has long been aware of the existence of revolutionary societies, but has been unable to suppress them. The movement against the war is being used by these agitators for their own ends.: [512, 169, 643, 251]
kirkcaldie-text: The Sale, like all Kirkcaldie Sales, is going with a great swing. The ladies in Wellington are displaying great enthusiasm, and are crowding the big establishment every day. You ladies in the country must be prompt with your orders if you want to share in the saving chances.: [3, 474, 135, 540]
greiner-trade: WATCHMAKER AND JEWELLER,: [190, 1276, 319, 1285]
kash-tempting: TEMPTING BARGAINS: [196, 395, 313, 405]
abc-boot-co: A.B.C. Boot Co: [175, 1456, 334, 1481]
manslaughter-heading: MANSLAUGHTER.: [811, 800, 900, 811]
kirkcaldie-department: (Department D.) WELLINGTON: [14, 784, 124, 793]
local-paragraph: A large number of settlers attended the sale of dairy cattle at the saleyards yesterday, and prices ruled firm throughout. Good springing cows realised up to £9 10s.: [374, 948, 505, 989]
price-row: C Quality 2s 0d per lb.: [11, 1059, 127, 1068]
price-row: A Quality 1s 8d per lb.: [11, 1043, 127, 1052]
